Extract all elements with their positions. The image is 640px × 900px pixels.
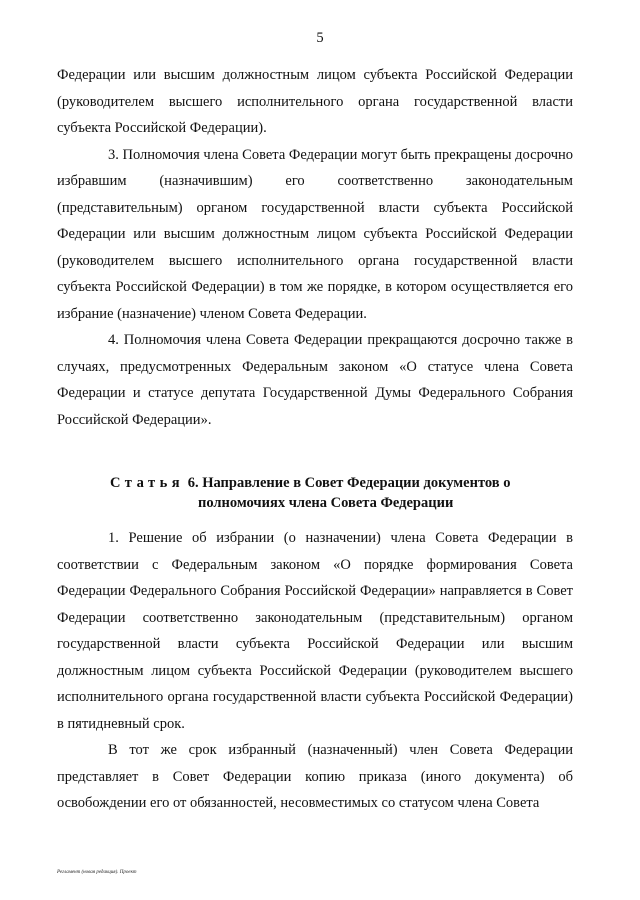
article-heading — [57, 473, 573, 513]
paragraph-continuation: Федерации или высшим должностным лицом субъекта Российской Федерации (руководителем высшего исполнительного органа государственной власти субъекта Российской Федерации). — [57, 67, 573, 136]
document-body — [57, 62, 573, 817]
article-heading-line1 — [110, 473, 573, 493]
paragraph-article-continuation: В тот же срок избранный (назначенный) член Совета Федерации представляет в Совет Федерации копию приказа (иного документа) об освобождении его от обязанностей, несовместимых со статусом члена Совета — [57, 742, 573, 811]
article-title-line2: полномочиях члена Совета Федерации — [198, 495, 454, 511]
article-title-line1: 6. Направление в Совет Федерации документов о — [187, 475, 511, 491]
paragraph-item-4: 4. Полномочия члена Совета Федерации прекращаются досрочно также в случаях, предусмотренных Федеральным законом «О статусе члена Совета Федерации и статусе депутата Государственной Думы Федерального Собрания Российской Федерации». — [57, 332, 573, 428]
paragraph-item-3: 3. Полномочия члена Совета Федерации могут быть прекращены досрочно избравшим (назначившим) его соответственно законодательным (представительным) органом государственной власти субъекта Российской Федерации или высшим должностным лицом субъекта Российской Федерации (руководителем высшего исполнительного органа государственной власти субъекта Российской Федерации) в том же порядке, в котором осуществляется его избрание (назначение) членом Совета Федерации. — [57, 146, 574, 322]
footer-note: Регламент (новая редакция). Проект — [57, 870, 137, 875]
paragraph-article-item-1: 1. Решение об избрании (о назначении) члена Совета Федерации в соответствии с Федеральным законом «О порядке формирования Совета Федерации Федерального Собрания Российской Федерации» направляется в Совет Федерации соответственно законодательным (представительным) органом государственной власти субъекта Российской Федерации или высшим должностным лицом субъекта Российской Федерации (руководителем высшего исполнительного органа государственной власти субъекта Российской Федерации) в пятидневный срок. — [57, 530, 573, 732]
article-label: Статья — [110, 475, 185, 491]
page-number: 5 — [316, 30, 324, 46]
